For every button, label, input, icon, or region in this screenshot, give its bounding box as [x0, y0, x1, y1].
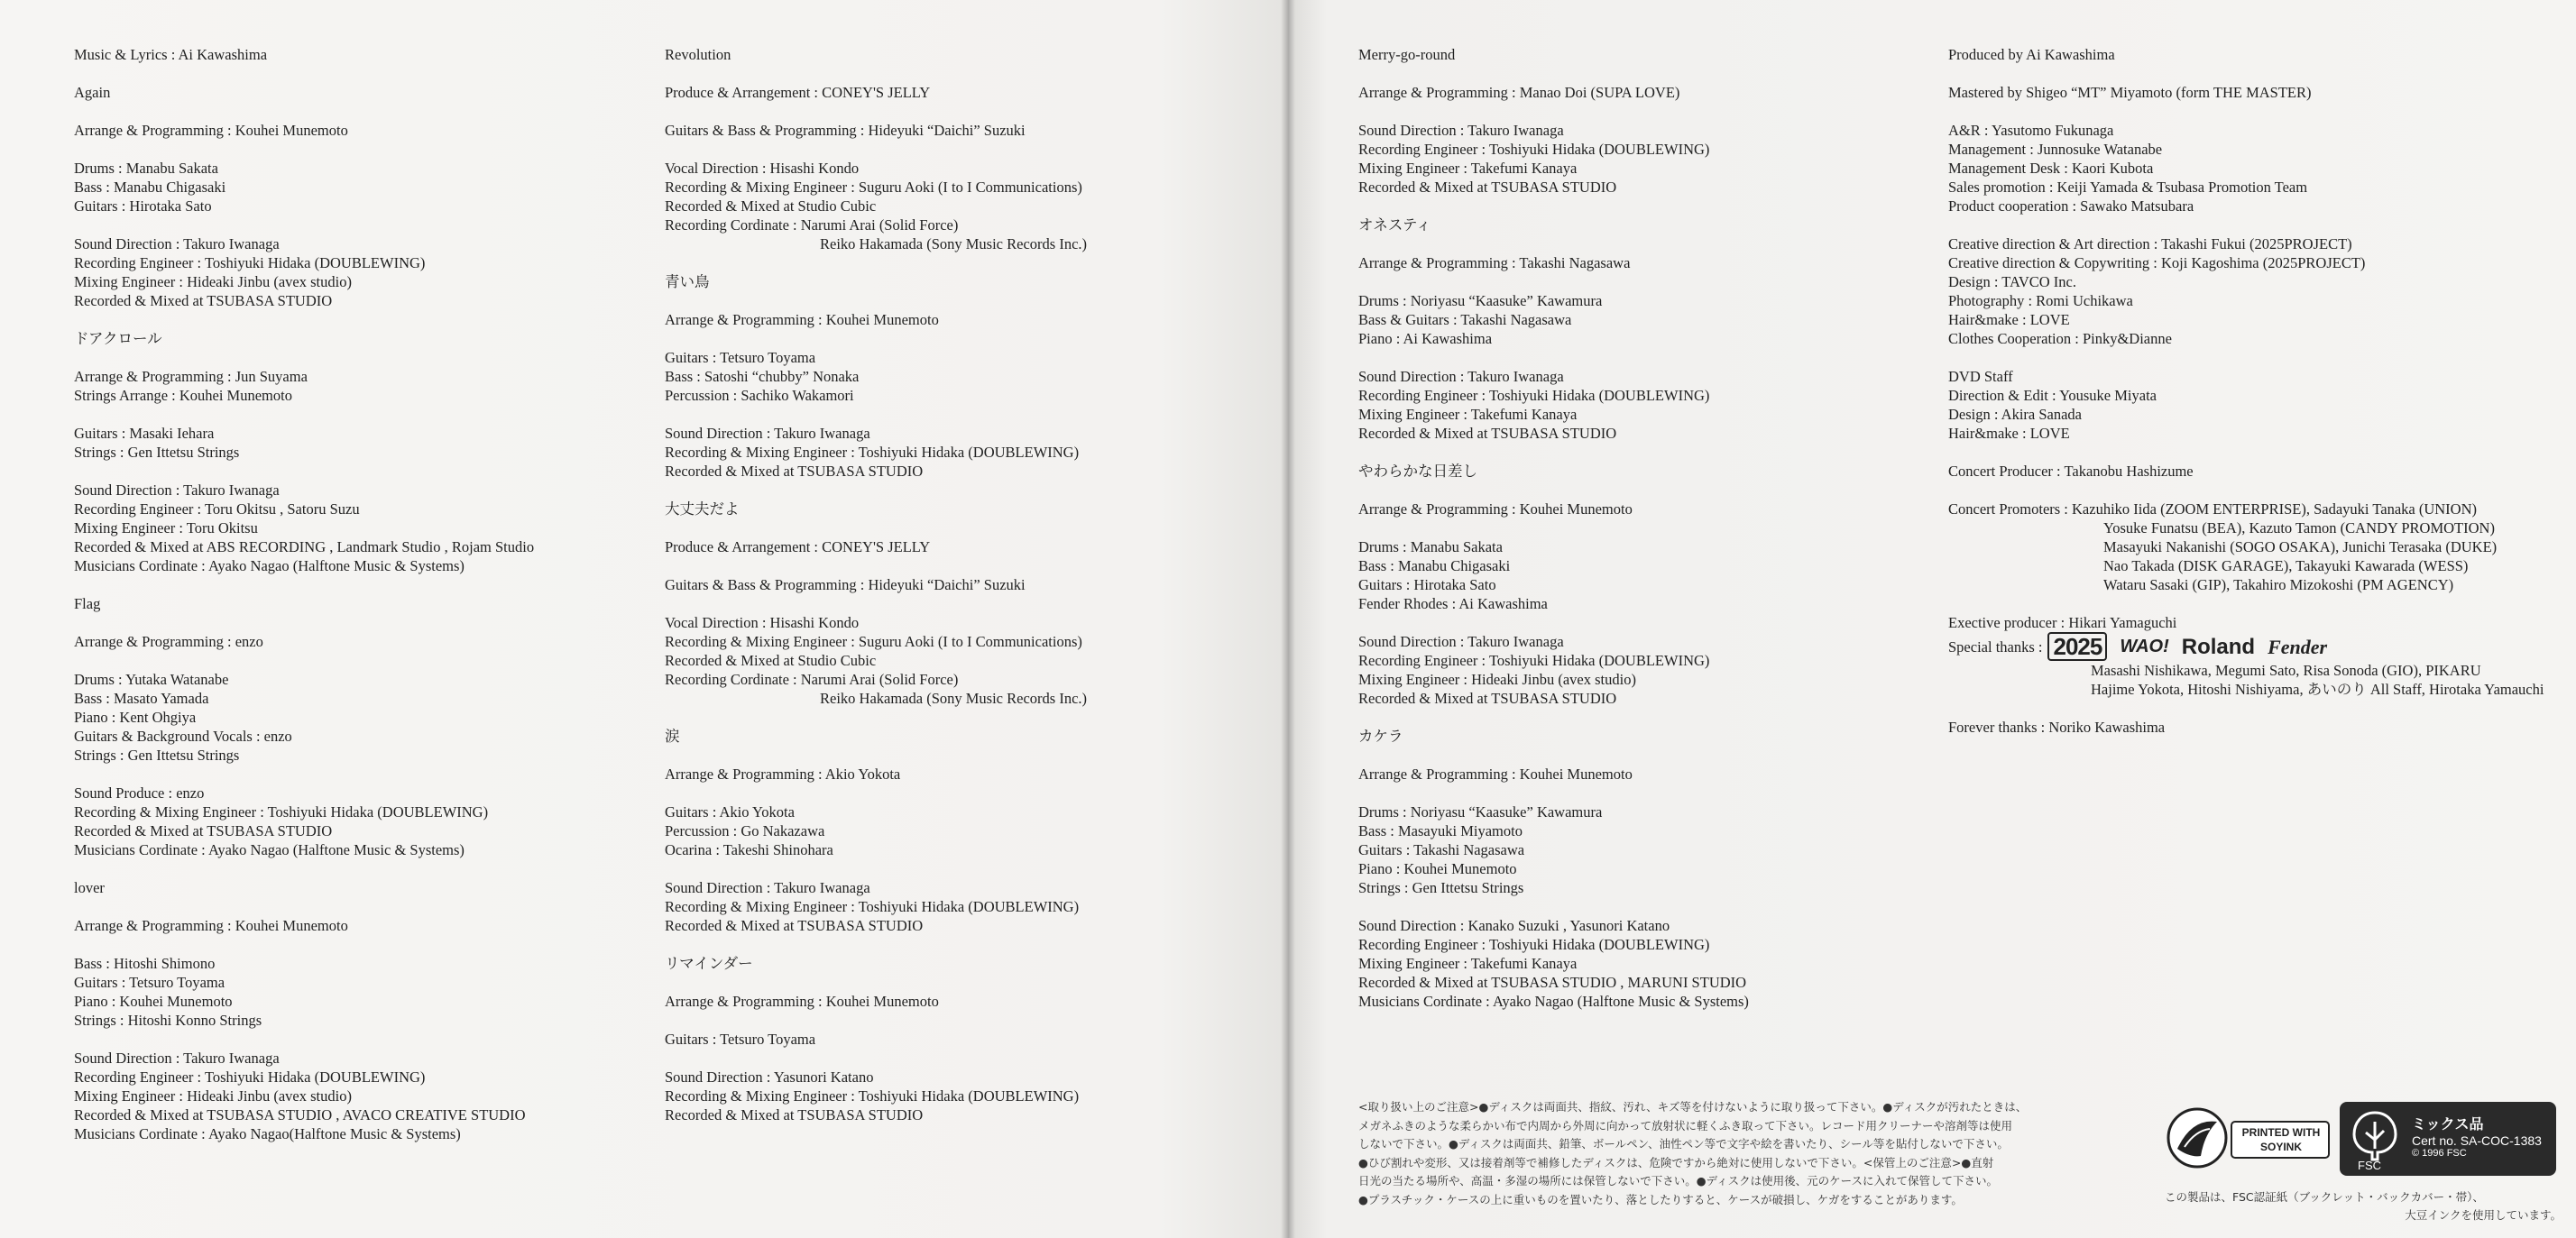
credits-column-2 — [665, 45, 1260, 1143]
credit-group — [1948, 613, 2562, 632]
fsc-title: ミックス品 — [2412, 1117, 2484, 1133]
credit-line: Recording & Mixing Engineer : Suguru Aoki (I to I Communications) — [665, 179, 1082, 196]
credit-line: Concert Promoters : Kazuhiko Iida (ZOOM ENTERPRISE), Sadayuki Tanaka (UNION) — [1948, 500, 2478, 518]
credit-line: Sales promotion : Keiji Yamada & Tsubasa Promotion Team — [1948, 179, 2308, 196]
logo-wao: WAO! — [2120, 636, 2169, 656]
credit-line: Design : TAVCO Inc. — [1948, 273, 2076, 290]
credit-group — [665, 1068, 1260, 1124]
credit-line: Recorded & Mixed at TSUBASA STUDIO — [665, 917, 924, 934]
notice-line: 日光の当たる場所や、高温・多湿の場所には保管しないで下さい。●ディスクは使用後、元のケースに入れて保管して下さい。 — [1358, 1174, 1999, 1188]
fsc-badge — [2340, 1102, 2556, 1176]
credit-line: Recording Engineer : Toru Okitsu , Satoru Suzu — [74, 500, 360, 518]
special-thanks — [1948, 632, 2562, 699]
credit-line: Piano : Ai Kawashima — [1358, 330, 1493, 347]
credit-line: Drums : Manabu Sakata — [74, 160, 218, 177]
credit-line: Mixing Engineer : Toru Okitsu — [74, 519, 258, 536]
staff-credits — [1948, 45, 2562, 632]
credit-line: Bass & Guitars : Takashi Nagasawa — [1358, 311, 1572, 328]
credit-line: Wataru Sasaki (GIP), Takahiro Mizokoshi (PM AGENCY) — [2103, 576, 2454, 593]
credit-line: Direction & Edit : Yousuke Miyata — [1948, 387, 2157, 404]
credit-line: Arrange & Programming : Jun Suyama — [74, 368, 308, 385]
credit-group — [1948, 83, 2562, 102]
credit-group — [74, 1049, 633, 1143]
credit-group — [74, 121, 633, 140]
credit-line: Arrange & Programming : Kouhei Munemoto — [74, 122, 348, 139]
credit-line: Vocal Direction : Hisashi Kondo — [665, 614, 860, 631]
fsc-footer-note — [2165, 1188, 2562, 1224]
credit-line: Mixing Engineer : Hideaki Jinbu (avex studio) — [1358, 671, 1636, 688]
song-title: Merry-go-round — [1358, 46, 1456, 63]
song-title: ドアクロール — [74, 330, 162, 347]
credit-line: Sound Direction : Takuro Iwanaga — [74, 1050, 280, 1067]
center-fold — [1281, 0, 1295, 1238]
credit-group — [665, 121, 1260, 140]
credit-line: Creative direction & Art direction : Takashi Fukui (2025PROJECT) — [1948, 235, 2352, 252]
song-title: 涙 — [665, 728, 680, 745]
credit-line: Bass : Satoshi “chubby” Nonaka — [665, 368, 860, 385]
credit-line: Masayuki Nakanishi (SOGO OSAKA), Junichi Terasaka (DUKE) — [2103, 538, 2498, 555]
credit-line: Recorded & Mixed at TSUBASA STUDIO — [74, 292, 333, 309]
credit-line: Guitars : Hirotaka Sato — [74, 197, 212, 215]
credit-line: Arrange & Programming : Kouhei Munemoto — [74, 917, 348, 934]
credit-line: Recording & Mixing Engineer : Toshiyuki Hidaka (DOUBLEWING) — [665, 1087, 1080, 1105]
credit-line: Photography : Romi Uchikawa — [1948, 292, 2133, 309]
credit-line: Sound Direction : Takuro Iwanaga — [665, 879, 870, 896]
credit-group — [1948, 367, 2562, 443]
credit-group — [74, 670, 633, 765]
credit-group — [1358, 916, 1918, 1011]
credit-line: Mastered by Shigeo “MT” Miyamoto (form THE MASTER) — [1948, 84, 2312, 101]
credit-line: Guitars : Masaki Iehara — [74, 425, 215, 442]
credit-line: Produce & Arrangement : CONEY'S JELLY — [665, 84, 931, 101]
credit-line: Recording Engineer : Toshiyuki Hidaka (DOUBLEWING) — [1358, 652, 1710, 669]
song-credits — [74, 878, 633, 1143]
credits-column-1 — [74, 45, 633, 1162]
credit-group — [74, 424, 633, 462]
credit-line: Guitars & Background Vocals : enzo — [74, 728, 292, 745]
song-title: リマインダー — [665, 955, 753, 972]
credit-line: Drums : Noriyasu “Kaasuke” Kawamura — [1358, 803, 1603, 821]
song-title: Flag — [74, 595, 101, 612]
credit-group — [665, 765, 1260, 784]
credit-group — [1358, 121, 1918, 197]
song-credits — [665, 500, 1260, 708]
logo-2025: 2025 — [2047, 632, 2107, 661]
credit-line: Sound Produce : enzo — [74, 784, 205, 802]
credit-line: Mixing Engineer : Takefumi Kanaya — [1358, 955, 1578, 972]
credit-line: Strings : Gen Ittetsu Strings — [1358, 879, 1524, 896]
song-credits — [74, 83, 633, 310]
music-lyrics-credit: Music & Lyrics : Ai Kawashima — [74, 46, 268, 63]
song-credits — [665, 954, 1260, 1124]
credit-group — [665, 575, 1260, 594]
credit-line: Musicians Cordinate : Ayako Nagao (Halftone Music & Systems) — [74, 557, 465, 574]
credit-line: Guitars : Takashi Nagasawa — [1358, 841, 1525, 858]
special-thanks-names-2: Hajime Yokota, Hitoshi Nishiyama, あいのり All Staff, Hirotaka Yamauchi — [2091, 681, 2544, 698]
credit-line: Musicians Cordinate : Ayako Nagao(Halftone Music & Systems) — [74, 1125, 461, 1142]
credit-line: Produce & Arrangement : CONEY'S JELLY — [665, 538, 931, 555]
credit-line: Reiko Hakamada (Sony Music Records Inc.) — [820, 690, 1088, 707]
credit-group — [1358, 291, 1918, 348]
credit-group — [1358, 765, 1918, 784]
credit-line: Sound Direction : Takuro Iwanaga — [74, 235, 280, 252]
credit-line: Concert Producer : Takanobu Hashizume — [1948, 463, 2194, 480]
credit-line: Bass : Manabu Chigasaki — [74, 179, 226, 196]
credit-line: Recording & Mixing Engineer : Toshiyuki Hidaka (DOUBLEWING) — [665, 898, 1080, 915]
handling-notice — [1358, 1098, 2116, 1209]
credit-line: Recorded & Mixed at Studio Cubic — [665, 652, 877, 669]
credit-line: Mixing Engineer : Hideaki Jinbu (avex studio) — [74, 273, 352, 290]
credit-line: Piano : Kouhei Munemoto — [74, 993, 233, 1010]
credit-line: Arrange & Programming : Akio Yokota — [665, 766, 901, 783]
special-thanks-label: Special thanks : — [1948, 637, 2043, 656]
credit-group — [665, 992, 1260, 1011]
credit-line: Recorded & Mixed at ABS RECORDING , Landmark Studio , Rojam Studio — [74, 538, 535, 555]
credit-group — [1948, 462, 2562, 481]
credit-group — [74, 481, 633, 575]
fsc-label: FSC — [2358, 1159, 2381, 1172]
credit-group — [74, 234, 633, 310]
song-title: 青い鳥 — [665, 273, 710, 290]
credit-line: Reiko Hakamada (Sony Music Records Inc.) — [820, 235, 1088, 252]
credit-line: Percussion : Sachiko Wakamori — [665, 387, 854, 404]
credit-line: Management : Junnosuke Watanabe — [1948, 141, 2163, 158]
fsc-text-block — [2412, 1113, 2542, 1159]
notice-line: メガネふきのような柔らかい布で内周から外周に向かって放射状に軽くふき取って下さい。レコード用クリーナーや溶剤等は使用 — [1358, 1118, 2013, 1133]
credit-group — [665, 159, 1260, 253]
credit-line: Strings : Hitoshi Konno Strings — [74, 1012, 262, 1029]
credit-line: Arrange & Programming : Kouhei Munemoto — [1358, 500, 1633, 518]
credit-group — [74, 367, 633, 405]
sponsor-logos — [2047, 632, 2327, 661]
credit-line: Recording Engineer : Toshiyuki Hidaka (DOUBLEWING) — [74, 1068, 426, 1086]
credit-line: Recording Engineer : Toshiyuki Hidaka (DOUBLEWING) — [1358, 141, 1710, 158]
notice-line: しないで下さい。●ディスクは両面共、鉛筆、ボールペン、油性ペン等で文字や絵を書いたり、シール等を貼付しないで下さい。 — [1358, 1137, 2009, 1151]
credit-group — [665, 878, 1260, 935]
credit-group — [665, 802, 1260, 859]
credit-line: Recorded & Mixed at TSUBASA STUDIO , MARUNI STUDIO — [1358, 974, 1747, 991]
credit-line: Recorded & Mixed at TSUBASA STUDIO — [665, 463, 924, 480]
credit-line: Nao Takada (DISK GARAGE), Takayuki Kawarada (WESS) — [2103, 557, 2469, 574]
credit-line: A&R : Yasutomo Fukunaga — [1948, 122, 2114, 139]
credit-group — [665, 310, 1260, 329]
credit-line: Arrange & Programming : Kouhei Munemoto — [665, 311, 939, 328]
credit-line: Hair&make : LOVE — [1948, 311, 2070, 328]
song-title: lover — [74, 879, 105, 896]
credit-line: Arrange & Programming : enzo — [74, 633, 263, 650]
credit-group — [665, 424, 1260, 481]
footer-note-line: 大豆インクを使用しています。 — [2405, 1208, 2562, 1222]
credit-line: Arrange & Programming : Kouhei Munemoto — [665, 993, 939, 1010]
credit-line: Recording Engineer : Toshiyuki Hidaka (DOUBLEWING) — [74, 254, 426, 271]
credit-line: Vocal Direction : Hisashi Kondo — [665, 160, 860, 177]
credit-group — [1358, 537, 1918, 613]
credit-line: Sound Direction : Yasunori Katano — [665, 1068, 874, 1086]
credit-line: Recording & Mixing Engineer : Toshiyuki Hidaka (DOUBLEWING) — [74, 803, 489, 821]
credit-line: Ocarina : Takeshi Shinohara — [665, 841, 833, 858]
song-credits — [1358, 216, 1918, 443]
credit-line: Sound Direction : Takuro Iwanaga — [1358, 633, 1564, 650]
song-credits — [1358, 462, 1918, 708]
credit-line: Guitars & Bass & Programming : Hideyuki “Daichi” Suzuki — [665, 576, 1026, 593]
credit-line: Piano : Kouhei Munemoto — [1358, 860, 1517, 877]
special-thanks-row — [1948, 632, 2562, 661]
song-credits — [665, 272, 1260, 481]
credit-line: Musicians Cordinate : Ayako Nagao (Halftone Music & Systems) — [74, 841, 465, 858]
credit-line: Recording Engineer : Toshiyuki Hidaka (DOUBLEWING) — [1358, 387, 1710, 404]
credit-line: Sound Direction : Takuro Iwanaga — [1358, 368, 1564, 385]
credit-group — [74, 954, 633, 1030]
credit-line: Strings Arrange : Kouhei Munemoto — [74, 387, 292, 404]
special-thanks-names-1: Masashi Nishikawa, Megumi Sato, Risa Sonoda (GIO), PIKARU — [2091, 662, 2481, 679]
credit-line: Bass : Hitoshi Shimono — [74, 955, 216, 972]
credit-group — [1358, 83, 1918, 102]
credit-line: Sound Direction : Takuro Iwanaga — [665, 425, 870, 442]
credit-line: Recorded & Mixed at TSUBASA STUDIO — [665, 1106, 924, 1123]
notice-line: <取り扱い上のご注意>●ディスクは両面共、指紋、汚れ、キズ等を付けないように取り扱って下さい。●ディスクが汚れたときは、 — [1358, 1100, 2028, 1114]
credit-line: Recording Cordinate : Narumi Arai (Solid Force) — [665, 671, 959, 688]
credit-group — [665, 537, 1260, 556]
credit-group — [665, 613, 1260, 708]
credit-line: Product cooperation : Sawako Matsubara — [1948, 197, 2194, 215]
credit-line: Strings : Gen Ittetsu Strings — [74, 747, 240, 764]
credit-group — [1358, 367, 1918, 443]
song-title: 大丈夫だよ — [665, 500, 740, 518]
credit-line: Bass : Manabu Chigasaki — [1358, 557, 1511, 574]
credit-group — [74, 159, 633, 216]
notice-line: ●プラスチック・ケースの上に重いものを置いたり、落としたりすると、ケースが破損し、ケガをすることがあります。 — [1358, 1192, 1963, 1206]
song-title: Revolution — [665, 46, 731, 63]
credit-line: Guitars : Tetsuro Toyama — [665, 349, 816, 366]
credit-line: Recorded & Mixed at TSUBASA STUDIO , AVACO CREATIVE STUDIO — [74, 1106, 526, 1123]
logo-fender: Fender — [2268, 635, 2328, 658]
song-credits — [665, 727, 1260, 935]
credit-line: Exective producer : Hikari Yamaguchi — [1948, 614, 2177, 631]
credit-line: Recorded & Mixed at TSUBASA STUDIO — [74, 822, 333, 839]
credit-group — [74, 632, 633, 651]
forever-thanks: Forever thanks : Noriko Kawashima — [1948, 719, 2166, 736]
credit-line: Sound Direction : Kanako Suzuki , Yasunori Katano — [1358, 917, 1670, 934]
song-credits — [1358, 45, 1918, 197]
notice-line: ●ひび割れや変形、又は接着剤等で補修したディスクは、危険ですから絶対に使用しないで下さい。<保管上のご注意>●直射 — [1358, 1155, 1994, 1169]
song-credits — [74, 329, 633, 575]
credit-line: Arrange & Programming : Takashi Nagasawa — [1358, 254, 1631, 271]
credit-group — [74, 784, 633, 859]
credit-line: Recorded & Mixed at Studio Cubic — [665, 197, 877, 215]
song-title: オネスティ — [1358, 216, 1431, 234]
credit-group — [665, 348, 1260, 405]
credit-group — [665, 1030, 1260, 1049]
song-title: Again — [74, 84, 111, 101]
credit-line: Guitars : Akio Yokota — [665, 803, 795, 821]
credit-line: Sound Direction : Takuro Iwanaga — [74, 481, 280, 499]
credit-line: Bass : Masato Yamada — [74, 690, 209, 707]
credit-line: Strings : Gen Ittetsu Strings — [74, 444, 240, 461]
credit-line: Arrange & Programming : Kouhei Munemoto — [1358, 766, 1633, 783]
credit-line: Bass : Masayuki Miyamoto — [1358, 822, 1523, 839]
credits-column-4 — [1948, 45, 2562, 737]
credit-line: Recording Cordinate : Narumi Arai (Solid Force) — [665, 216, 959, 234]
credit-line: Yosuke Funatsu (BEA), Kazuto Tamon (CANDY PROMOTION) — [2103, 519, 2495, 536]
song-credits — [74, 594, 633, 859]
credit-line: Piano : Kent Ohgiya — [74, 709, 197, 726]
credit-line: Guitars : Tetsuro Toyama — [74, 974, 225, 991]
credit-line: Fender Rhodes : Ai Kawashima — [1358, 595, 1548, 612]
footer-note-line: この製品は、FSC認証紙（ブックレット・バックカバー・帯）、 — [2165, 1190, 2484, 1204]
credit-line: Musicians Cordinate : Ayako Nagao (Halftone Music & Systems) — [1358, 993, 1749, 1010]
credit-line: Recording Engineer : Toshiyuki Hidaka (DOUBLEWING) — [1358, 936, 1710, 953]
credit-line: Drums : Manabu Sakata — [1358, 538, 1503, 555]
credit-line: Design : Akira Sanada — [1948, 406, 2083, 423]
credit-line: Creative direction & Copywriting : Koji Kagoshima (2025PROJECT) — [1948, 254, 2366, 271]
credit-line: Recorded & Mixed at TSUBASA STUDIO — [1358, 425, 1617, 442]
song-title: やわらかな日差し — [1358, 463, 1477, 480]
credit-line: Mixing Engineer : Hideaki Jinbu (avex studio) — [74, 1087, 352, 1105]
soy-ink-badge — [2165, 1102, 2332, 1176]
credit-group — [1948, 121, 2562, 216]
credit-line: Recorded & Mixed at TSUBASA STUDIO — [1358, 690, 1617, 707]
credit-line: Mixing Engineer : Takefumi Kanaya — [1358, 160, 1578, 177]
credit-group — [1948, 45, 2562, 64]
credit-group — [1948, 234, 2562, 348]
song-credits — [1358, 727, 1918, 1011]
credits-column-3 — [1358, 45, 1918, 1030]
credit-group — [1948, 500, 2562, 594]
credit-group — [1358, 500, 1918, 518]
fsc-cert-number: Cert no. SA-COC-1383 — [2412, 1133, 2542, 1148]
credit-line: Hair&make : LOVE — [1948, 425, 2070, 442]
credit-line: Percussion : Go Nakazawa — [665, 822, 825, 839]
fsc-copyright: © 1996 FSC — [2412, 1148, 2467, 1159]
credit-group — [1358, 802, 1918, 897]
credit-line: Produced by Ai Kawashima — [1948, 46, 2115, 63]
credit-group — [665, 83, 1260, 102]
credit-line: Recorded & Mixed at TSUBASA STUDIO — [1358, 179, 1617, 196]
song-title: カケラ — [1358, 728, 1403, 745]
credit-line: Recording & Mixing Engineer : Toshiyuki Hidaka (DOUBLEWING) — [665, 444, 1080, 461]
credit-line: Mixing Engineer : Takefumi Kanaya — [1358, 406, 1578, 423]
credit-line: Guitars & Bass & Programming : Hideyuki “Daichi” Suzuki — [665, 122, 1026, 139]
credit-line: DVD Staff — [1948, 368, 2013, 385]
credit-line: Guitars : Tetsuro Toyama — [665, 1031, 816, 1048]
credit-line: Management Desk : Kaori Kubota — [1948, 160, 2154, 177]
credit-line: Drums : Yutaka Watanabe — [74, 671, 229, 688]
logo-roland: Roland — [2181, 634, 2256, 659]
song-credits — [665, 45, 1260, 253]
credit-line: Sound Direction : Takuro Iwanaga — [1358, 122, 1564, 139]
credit-group — [1358, 253, 1918, 272]
credit-line: Guitars : Hirotaka Sato — [1358, 576, 1496, 593]
credit-line: Arrange & Programming : Manao Doi (SUPA LOVE) — [1358, 84, 1680, 101]
credit-line: Drums : Noriyasu “Kaasuke” Kawamura — [1358, 292, 1603, 309]
credit-group — [1358, 632, 1918, 708]
credit-line: Recording & Mixing Engineer : Suguru Aoki (I to I Communications) — [665, 633, 1082, 650]
credit-line: Clothes Cooperation : Pinky&Dianne — [1948, 330, 2172, 347]
soy-ink-text: PRINTED WITH SOYINK — [2241, 1126, 2321, 1153]
credit-group — [74, 916, 633, 935]
